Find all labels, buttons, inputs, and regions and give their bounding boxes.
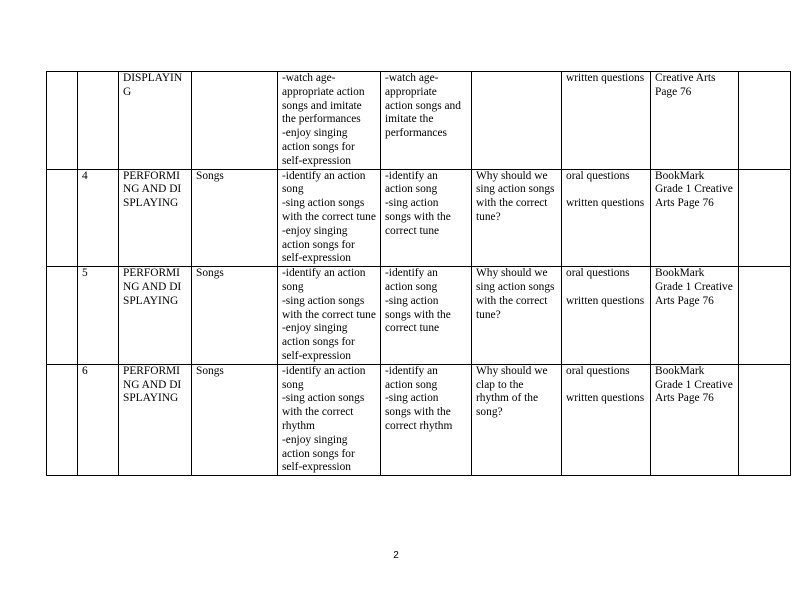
lesson-cell: 6 — [78, 364, 119, 475]
cell-line: -sing action songs with the correct tune — [385, 294, 451, 335]
remarks-cell — [739, 364, 791, 475]
cell-line: -enjoy singing action songs for self-expression — [282, 322, 355, 362]
cell-line: -identify an action song — [385, 267, 438, 293]
cell-line: -identify an action song — [385, 169, 438, 196]
sub-strand-cell: Songs — [192, 267, 278, 365]
resources-cell — [651, 72, 739, 170]
week-cell — [47, 169, 78, 267]
sub-strand-cell: Songs — [192, 364, 278, 475]
cell-line: -identify an action song — [282, 364, 366, 391]
cell-line: -enjoy singing action songs for self-expression — [282, 127, 355, 167]
cell-line: written questions — [566, 294, 645, 307]
learning-outcomes-cell — [278, 72, 381, 170]
inquiry-question-cell: Why should we sing action songs with the correct tune? — [472, 169, 562, 267]
cell-line: -identify an action song — [282, 267, 366, 293]
scheme-of-work-table — [46, 71, 791, 476]
week-cell — [47, 267, 78, 365]
cell-line: oral questions — [566, 267, 630, 280]
table-row — [47, 267, 791, 365]
cell-line: written questions — [566, 72, 645, 84]
learning-experiences-cell — [381, 72, 472, 170]
assessment-cell — [562, 267, 651, 365]
learning-experiences-cell — [381, 267, 472, 365]
strand-cell: PERFORMING AND DISPLAYING — [119, 169, 192, 267]
cell-line: -sing action songs with the correct rhythm — [282, 392, 365, 432]
table-body — [47, 72, 791, 476]
strand-cell: DISPLAYING — [119, 72, 192, 170]
cell-line: -sing action songs with the correct rhythm — [385, 392, 453, 432]
cell-line: -sing action songs with the correct tune — [282, 197, 376, 223]
table-row — [47, 364, 791, 475]
cell-line: -watch age-appropriate action songs and imitate the performances — [385, 72, 461, 140]
remarks-cell — [739, 267, 791, 365]
cell-line — [566, 281, 646, 295]
cell-line: BookMark Grade 1 Creative Arts Page 76 — [655, 267, 733, 307]
assessment-cell — [562, 72, 651, 170]
cell-line: Creative Arts Page 76 — [655, 72, 716, 98]
week-cell — [47, 364, 78, 475]
table-row — [47, 169, 791, 267]
cell-line: -identify an action song — [282, 169, 366, 196]
cell-line: oral questions — [566, 169, 630, 182]
cell-line: -sing action songs with the correct tune — [385, 197, 451, 237]
lesson-cell: 5 — [78, 267, 119, 365]
inquiry-question-cell: Why should we sing action songs with the correct tune? — [472, 267, 562, 365]
cell-line — [566, 379, 646, 393]
resources-cell — [651, 169, 739, 267]
learning-outcomes-cell — [278, 267, 381, 365]
learning-outcomes-cell — [278, 364, 381, 475]
cell-line — [566, 183, 646, 197]
learning-outcomes-cell — [278, 169, 381, 267]
cell-line: BookMark Grade 1 Creative Arts Page 76 — [655, 364, 733, 405]
remarks-cell — [739, 169, 791, 267]
learning-experiences-cell — [381, 169, 472, 267]
cell-line: -identify an action song — [385, 364, 438, 391]
cell-line: -enjoy singing action songs for self-expression — [282, 433, 355, 474]
week-cell — [47, 72, 78, 170]
lesson-cell — [78, 72, 119, 170]
cell-line: oral questions — [566, 364, 630, 377]
strand-cell: PERFORMING AND DISPLAYING — [119, 267, 192, 365]
cell-line: -enjoy singing action songs for self-expression — [282, 224, 355, 265]
inquiry-question-cell — [472, 72, 562, 170]
inquiry-question-cell: Why should we clap to the rhythm of the song? — [472, 364, 562, 475]
table-row — [47, 72, 791, 170]
resources-cell — [651, 267, 739, 365]
strand-cell: PERFORMING AND DISPLAYING — [119, 364, 192, 475]
lesson-cell: 4 — [78, 169, 119, 267]
sub-strand-cell — [192, 72, 278, 170]
cell-line: -watch age-appropriate action songs and imitate the performances — [282, 72, 365, 126]
remarks-cell — [739, 72, 791, 170]
assessment-cell — [562, 169, 651, 267]
page-number: 2 — [393, 550, 399, 561]
learning-experiences-cell — [381, 364, 472, 475]
cell-line: written questions — [566, 197, 645, 210]
cell-line: written questions — [566, 392, 645, 405]
assessment-cell — [562, 364, 651, 475]
sub-strand-cell: Songs — [192, 169, 278, 267]
cell-line: -sing action songs with the correct tune — [282, 294, 376, 321]
resources-cell — [651, 364, 739, 475]
cell-line: BookMark Grade 1 Creative Arts Page 76 — [655, 169, 733, 210]
